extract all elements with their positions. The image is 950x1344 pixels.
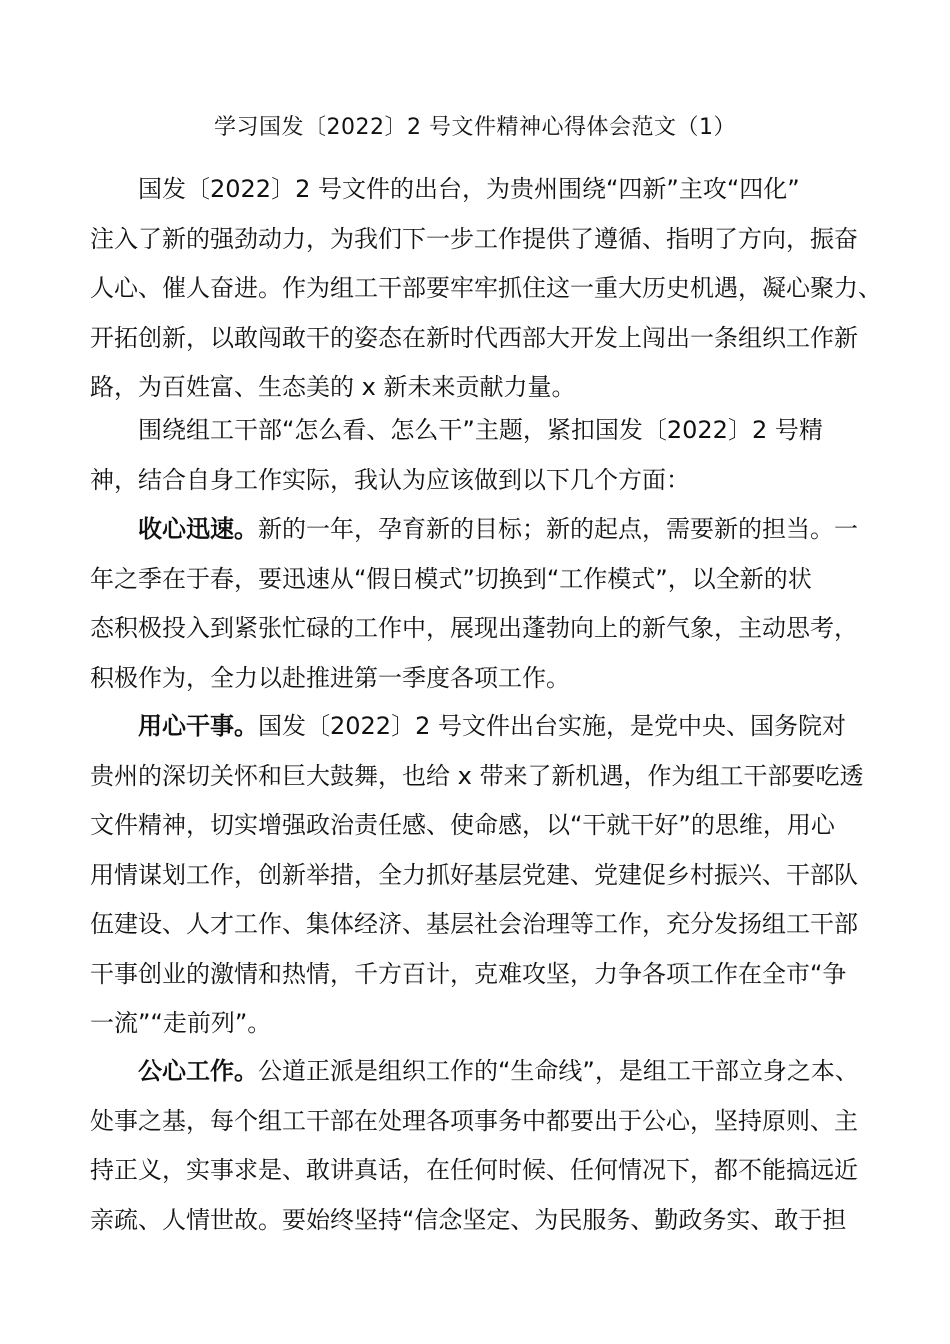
paragraph-text: 公道正派是组织工作的“生命线”，是组工干部立身之本、 xyxy=(258,1057,859,1085)
section-heading-yongxin: 用心干事。 xyxy=(138,712,258,740)
paragraph-line: 用情谋划工作，创新举措，全力抓好基层党建、党建促乡村振兴、干部队 xyxy=(90,860,858,889)
paragraph-line xyxy=(90,1047,880,1097)
paragraph-line: 围绕组工干部“怎么看、怎么干”主题，紧扣国发〔2022〕2 号精 xyxy=(138,416,823,444)
paragraph-line: 持正义，实事求是、敢讲真话，在任何时候、任何情况下，都不能搞远近 xyxy=(90,1156,858,1184)
paragraph-line: 人心、催人奋进。作为组工干部要牢牢抓住这一重大历史机遇，凝心聚力、 xyxy=(90,274,882,302)
section-heading-gongxin: 公心工作。 xyxy=(138,1057,258,1085)
paragraph-line: 处事之基，每个组工干部在处理各项事务中都要出于公心，坚持原则、主 xyxy=(90,1106,858,1135)
section-heading-shouxin: 收心迅速。 xyxy=(138,515,258,543)
paragraph-text: 国发〔2022〕2 号文件出台实施，是党中央、国务院对 xyxy=(258,712,846,740)
paragraph-2 xyxy=(90,406,880,505)
document-title: 学习国发〔2022〕2 号文件精神心得体会范文（1） xyxy=(214,115,736,140)
paragraph-line: 注入了新的强劲动力，为我们下一步工作提供了遵循、指明了方向，振奋 xyxy=(90,224,858,253)
paragraph-line: 国发〔2022〕2 号文件的出台，为贵州围绕“四新”主攻“四化” xyxy=(138,175,800,203)
paragraph-4 xyxy=(90,702,880,1049)
paragraph-line: 贵州的深切关怀和巨大鼓舞，也给 x 带来了新机遇，作为组工干部要吃透 xyxy=(90,761,864,790)
paragraph-1 xyxy=(90,165,880,413)
paragraph-line xyxy=(90,702,880,752)
paragraph-5 xyxy=(90,1047,880,1245)
paragraph-line: 文件精神，切实增强政治责任感、使命感，以“干就干好”的思维，用心 xyxy=(90,811,835,839)
paragraph-line: 开拓创新，以敢闯敢干的姿态在新时代西部大开发上闯出一条组织工作新 xyxy=(90,323,858,352)
paragraph-line xyxy=(90,505,880,555)
paragraph-line: 年之季在于春，要迅速从“假日模式”切换到“工作模式”，以全新的状 xyxy=(90,564,812,593)
paragraph-line: 积极作为，全力以赴推进第一季度各项工作。 xyxy=(90,663,570,692)
paragraph-line: 一流”“走前列”。 xyxy=(90,1009,272,1037)
paragraph-line: 路，为百姓富、生态美的 x 新未来贡献力量。 xyxy=(90,373,576,401)
paragraph-text: 新的一年，孕育新的目标；新的起点，需要新的担当。一 xyxy=(258,515,858,543)
paragraph-3 xyxy=(90,505,880,703)
paragraph-line: 干事创业的激情和热情，千方百计，克难攻坚，力争各项工作在全市“争 xyxy=(90,959,847,988)
paragraph-line: 亲疏、人情世故。要始终坚持“信念坚定、为民服务、勤政务实、敢于担 xyxy=(90,1205,847,1234)
paragraph-line: 伍建设、人才工作、集体经济、基层社会治理等工作，充分发扬组工干部 xyxy=(90,910,858,938)
paragraph-line: 态积极投入到紧张忙碌的工作中，展现出蓬勃向上的新气象，主动思考， xyxy=(90,614,858,642)
paragraph-line: 神，结合自身工作实际，我认为应该做到以下几个方面： xyxy=(90,465,690,494)
